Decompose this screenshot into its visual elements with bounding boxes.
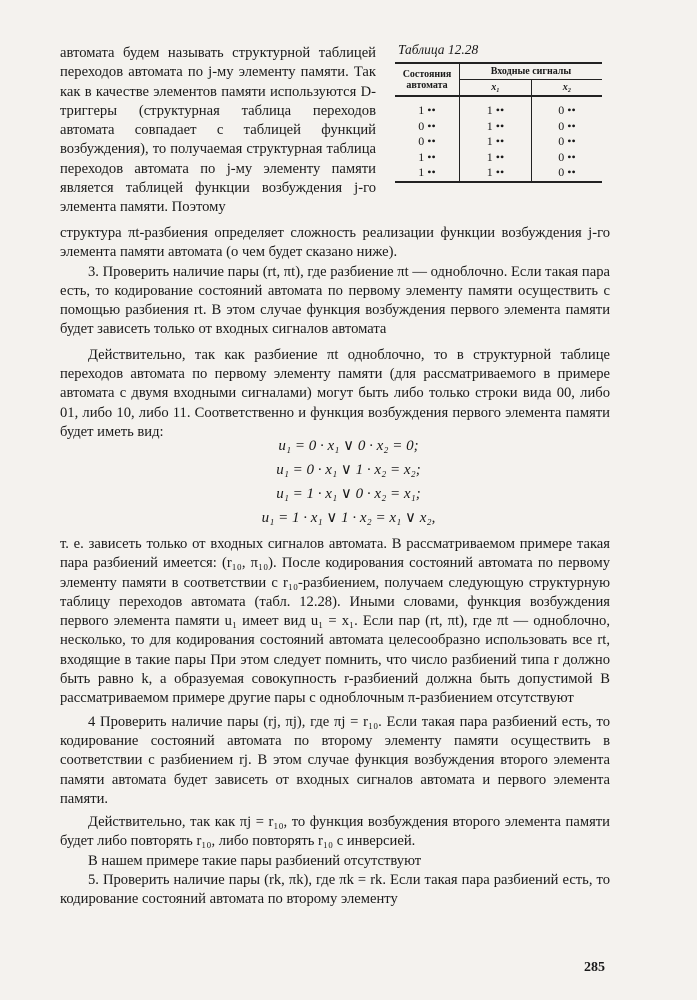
- table-cell: 0 ••: [531, 150, 602, 166]
- paragraph-top: автомата будем называть структурной таблицей переходов автомата по j-му элементу памяти. Так как в качестве элементов памяти используются D-триггеры (структурная таблица переходов автомата совпадает с таблицей функций возбуждения), то получаемая структурная таблица переходов автомата по j-му элементу памяти является таблицей функции возбуждения j-го элемента памяти. Поэтому: [60, 45, 376, 216]
- table-cell: 0 ••: [418, 134, 436, 148]
- table-cell: 1 ••: [418, 149, 436, 164]
- table-cell: 0 ••: [531, 103, 602, 119]
- paragraph-7: Действительно, так как πj = r₁₀, то функция возбуждения второго элемента памяти будет либо повторять r₁₀, либо повторять r₁₀ с инверсией.: [60, 814, 610, 850]
- paragraph-6: 4 Проверить наличие пары (rj, πj), где πj = r₁₀. Если такая пара разбиений есть, то кодирование состояний автомата по второму элементу памяти осуществить в соответствии с разбиением rj. В этом случае функция возбуждения второго элемента памяти автомата будет зависеть от входных сигналов автомата и первого элемента памяти.: [60, 713, 610, 807]
- table-row: [395, 165, 602, 182]
- paragraph-8: В нашем примере такие пары разбиений отсутствуют: [88, 852, 422, 869]
- table-row: [395, 150, 602, 166]
- top-paragraph: [60, 44, 376, 218]
- table-cell: 0 ••: [531, 134, 602, 150]
- formula-1: u₁ = 0 · x₁ ∨ 0 · x₂ = 0;: [278, 438, 419, 454]
- table-row: [395, 134, 602, 150]
- body-text-2: [60, 535, 610, 910]
- formula-3: u₁ = 1 · x₁ ∨ 0 · x₂ = x₁;: [276, 486, 421, 502]
- table-12-28: [395, 62, 602, 183]
- table-cell: 1 ••: [460, 119, 532, 135]
- table-cell: 1 ••: [460, 150, 532, 166]
- formula-2: u₁ = 0 · x₁ ∨ 1 · x₂ = x₂;: [276, 462, 421, 478]
- page-number: 285: [584, 960, 605, 975]
- table-row: [395, 119, 602, 135]
- formula-4: u₁ = 1 · x₁ ∨ 1 · x₂ = x₁ ∨ x₂,: [261, 510, 436, 526]
- table-cell: 1 ••: [460, 134, 532, 150]
- table-cell: 1 ••: [418, 103, 436, 117]
- table-caption: Таблица 12.28: [398, 42, 479, 57]
- header-x2: x₂: [531, 80, 602, 97]
- paragraph-9: 5. Проверить наличие пары (rk, πk), где πk = rk. Если такая пара разбиений есть, то кодирование состояний автомата по второму элементу: [60, 872, 610, 908]
- table-cell: 1 ••: [395, 165, 460, 182]
- table-row: [395, 103, 602, 119]
- table-cell: 0 ••: [531, 119, 602, 135]
- paragraph-4: Действительно, так как разбиение πt одноблочно, то в структурной таблице переходов автомата по первому элементу памяти (для рассматриваемого в примере автомата с двумя входными сигналами) могут быть либо только строки вида 00, либо 01, либо 10, либо 11. Соответственно и функция возбуждения первого элемента памяти будет иметь вид:: [60, 346, 610, 440]
- header-inputs: Входные сигналы: [460, 63, 603, 80]
- header-x1: x₁: [460, 80, 532, 97]
- table-cell: 1 ••: [460, 103, 532, 119]
- header-state: Состояния автомата: [395, 63, 460, 96]
- paragraph-top-cont: структура πt-разбиения определяет сложность реализации функции возбуждения j-го элемента памяти автомата (о чем будет сказано ниже).: [60, 225, 610, 261]
- table-cell: 1 ••: [460, 165, 532, 182]
- table-cell: 0 ••: [418, 118, 436, 133]
- formula-block: [0, 434, 697, 530]
- table-cell: 0 ••: [531, 165, 602, 182]
- body-text-1: [60, 224, 610, 442]
- paragraph-5: т. е. зависеть только от входных сигналов автомата. В рассматриваемом примере такая пара разбиений имеется: (r₁₀, π₁₀). После кодирования состояний автомата по первому элементу памяти в соответствии с r₁₀-разбиением, получаем следующую структурную таблицу переходов автомата (табл. 12.28). Иными словами, функция возбуждения первого элемента памяти u₁ имеет вид u₁ = x₁. Если пар (rt, πt), где πt — одноблочно, несколько, то для кодирования состояний автомата целесообразно использовать все rt, входящие в такие пары При этом следует помнить, что число разбиений типа r должно быть равно k, а образуемая совокупность r-разбиений должна быть допустимой В рассматриваемом примере другие пары с одноблочным π-разбиением отсутствуют: [60, 536, 610, 707]
- paragraph-3: 3. Проверить наличие пары (rt, πt), где разбиение πt — одноблочно. Если такая пара есть, то кодирование состояний автомата по первому элементу памяти осуществить с помощью разбиения rt. В этом случае функция возбуждения первого элемента памяти будет зависеть только от входных сигналов автомата: [60, 263, 610, 338]
